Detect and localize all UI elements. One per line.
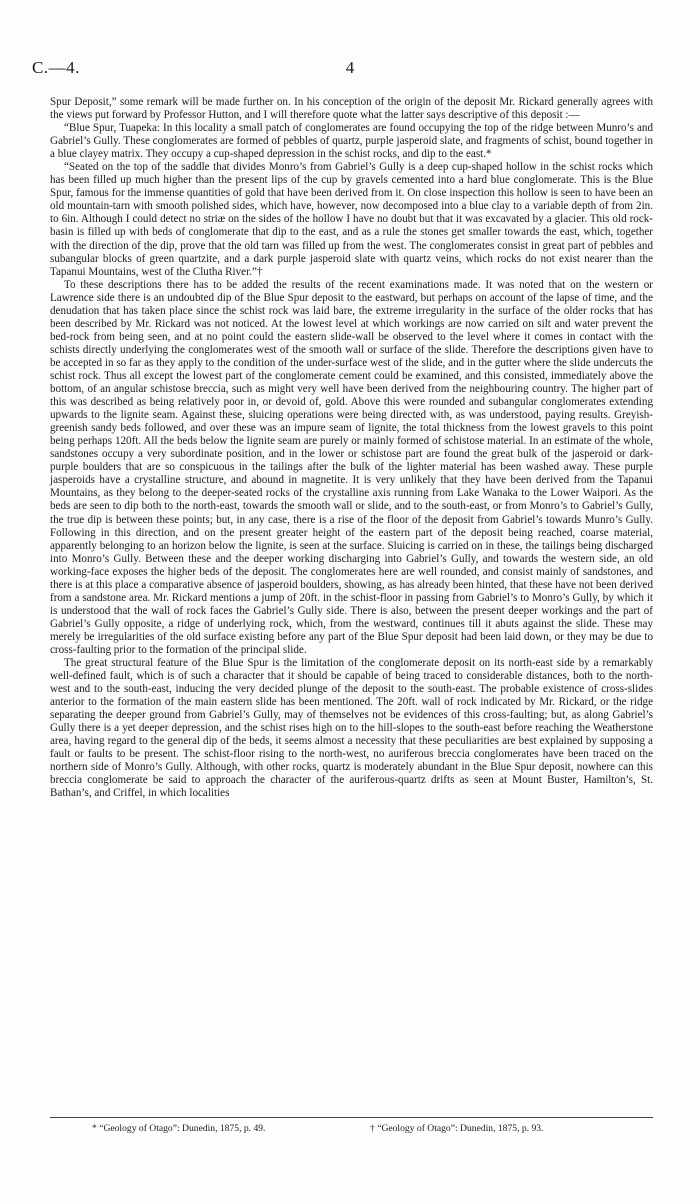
footnote-asterisk: * “Geology of Otago”: Dunedin, 1875, p. 49. [92,1123,266,1134]
paragraph-recent-examinations: To these descriptions there has to be added the results of the recent examinations made. It was noted that on the western or Lawrence side there is an undoubted dip of the Blue Spur deposit to the eastward, but perhaps on account of the lapse of time, and the denudation that has taken place since the schist rock was laid bare, the extreme irregularity in the surface of the older rocks that has been described by Mr. Rickard was not noticed. At the lowest level at which workings are now carried on silt and water prevent the bed-rock from being seen, and at no point could the eastern slide-wall be observed to the level where it comes in contact with the schists directly underlying the conglomerates west of the smooth wall or surface of the slide. Therefore the descriptions given have to be accepted in so far as they apply to the condition of the under-surface west of the slide, and in the gutter where the slide undercuts the schist rock. Thus all except the lowest part of the conglomerate cement could be examined, and this consisted, immediately above the bottom, of an angular schistose breccia, such as might very well have been derived from the neighbouring country. The higher part of this was described as being relatively poor in, or devoid of, gold. Above this were rounded and subangular conglomerates extending upwards to the lignite seam. Against these, sluicing operations were being directed with, as was understood, paying results. Greyish-greenish sandy beds followed, and over these was an impure seam of lignite, the total thickness from the lowest gravels to this point being perhaps 120ft. All the beds below the lignite seam are purely or mainly formed of schistose material. In an estimate of the whole, sandstones occupy a very subordinate position, and in the lower or schistose part are found the great bulk of the jasperoid or dark-purple boulders that are so conspicuous in the tailings after the bulk of the lighter material has been washed away. These purple jasperoids have a crystalline structure, and abound in magnetite. It is very unlikely that they have been derived from the Tapanui Mountains, as they belong to the deeper-seated rocks of the crystalline axis running from Lake Wanaka to the Lower Waipori. As the beds are seen to dip both to the north-east, towards the smooth wall or slide, and to the south-east, or from Monro’s to Gabriel’s Gully, the true dip is between these points; but, in any case, there is a rise of the floor of the deposit from Gabriel’s towards Munro’s Gully. Following in this direction, and on the present greater height of the eastern part of the deposit being reached, coarse material, apparently belonging to an horizon below the lignite, is seen at the surface. Sluicing is carried on in these, the tailings being discharged into Monro’s Gully. Between these and the deeper working discharging into Gabriel’s Gully, and towards the western side, an old working-face exposes the higher beds of the deposit. The conglomerates here are well rounded, and consist mainly of sandstones, and there is at this place a comparative absence of jasperoid boulders, showing, as has already been hinted, that these have not been derived from a sandstone area. Mr. Rickard mentions a jump of 20ft. in the schist-floor in passing from Gabriel’s to Monro’s Gully, by which it is understood that the wall of rock faces the Gabriel’s Gully side. There is also, between the present deeper workings and the part of Gabriel’s Gully opposite, a ridge of underlying rock, which, from the westward, continues till it abuts against the slide. These may merely be irregularities of the old surface existing before any part of the Blue Spur deposit had been laid down, or they may be due to cross-faulting prior to the formation of the principal slide. [50,278,653,656]
page-number: 4 [345,58,355,77]
quote-paragraph-blue-spur: “Blue Spur, Tuapeka: In this locality a small patch of conglomerates are found occupying the top of the ridge between Munro’s and Gabriel’s Gully. These conglomerates are formed of pebbles of quartz, purple jasperoid slate, and fragments of schist, bound together in a blue clayey matrix. They occupy a cup-shaped depression in the schist rocks, and dip to the east.* [50,122,653,161]
footnote-dagger: † “Geology of Otago”: Dunedin, 1875, p. 93. [370,1123,544,1134]
page-header [32,58,668,82]
paragraph-structural-feature: The great structural feature of the Blue Spur is the limitation of the conglomerate deposit on its north-east side by a remarkably well-defined fault, which is of such a character that it should be capable of being traced to considerable distances, both to the north-west and to the south-east, inducing the very decided plunge of the deposit to the south-east. The probable existence of cross-slides anterior to the formation of the main eastern slide has been mentioned. The 20ft. wall of rock indicated by Mr. Rickard, or the ridge separating the deeper ground from Gabriel’s Gully, may of themselves not be evidences of this cross-faulting; but, as along Gabriel’s Gully there is a yet deeper depression, and the schist rises high on to the hill-slopes to the south-east before reaching the Weatherstone area, having regard to the general dip of the beds, it seems almost a necessity that these peculiarities are best explained by supposing a fault or faults to be present. The schist-floor rising to the north-west, no auriferous breccia conglomerates have been traced on the northern side of Monro’s Gully. Although, with other rocks, quartz is moderately abundant in the Blue Spur deposit, nowhere can this breccia conglomerate be said to approach the character of the auriferous-quartz drifts as seen at Mount Buster, Hamilton’s, St. Bathan’s, and Criffel, in which localities [50,657,653,800]
body-text [50,96,653,801]
document-reference: C.—4. [32,58,80,77]
paragraph-continuation: Spur Deposit,” some remark will be made further on. In his conception of the origin of the deposit Mr. Rickard generally agrees with the views put forward by Professor Hutton, and I will therefore quote what the latter says descriptive of this deposit :— [50,96,653,122]
quote-paragraph-saddle: “Seated on the top of the saddle that divides Monro’s from Gabriel’s Gully is a deep cup-shaped hollow in the schist rocks which has been filled up much higher than the present lips of the cup by gravels cemented into a hard blue conglomerate. This is the Blue Spur, famous for the immense quantities of gold that have been derived from it. On close inspection this hollow is seen to have been an old mountain-tarn with smooth polished sides, which have, however, now decomposed into a blue clay to a variable depth of from 2in. to 6in. Although I could detect no striæ on the sides of the hollow I have no doubt but that it was excavated by a glacier. This old rock-basin is filled up with beds of conglomerate that dip to the east, and as a rule the stones get smaller towards the east, which, together with the direction of the dip, prove that the old tarn was filled up from the west. The conglomerates consist in great part of pebbles and subangular blocks of green quartzite, and a dark purple jasperoid slate with quartz veins, which rocks do not exist nearer than the Tapanui Mountains, west of the Clutha River.”† [50,161,653,278]
footnote-divider [50,1117,653,1118]
